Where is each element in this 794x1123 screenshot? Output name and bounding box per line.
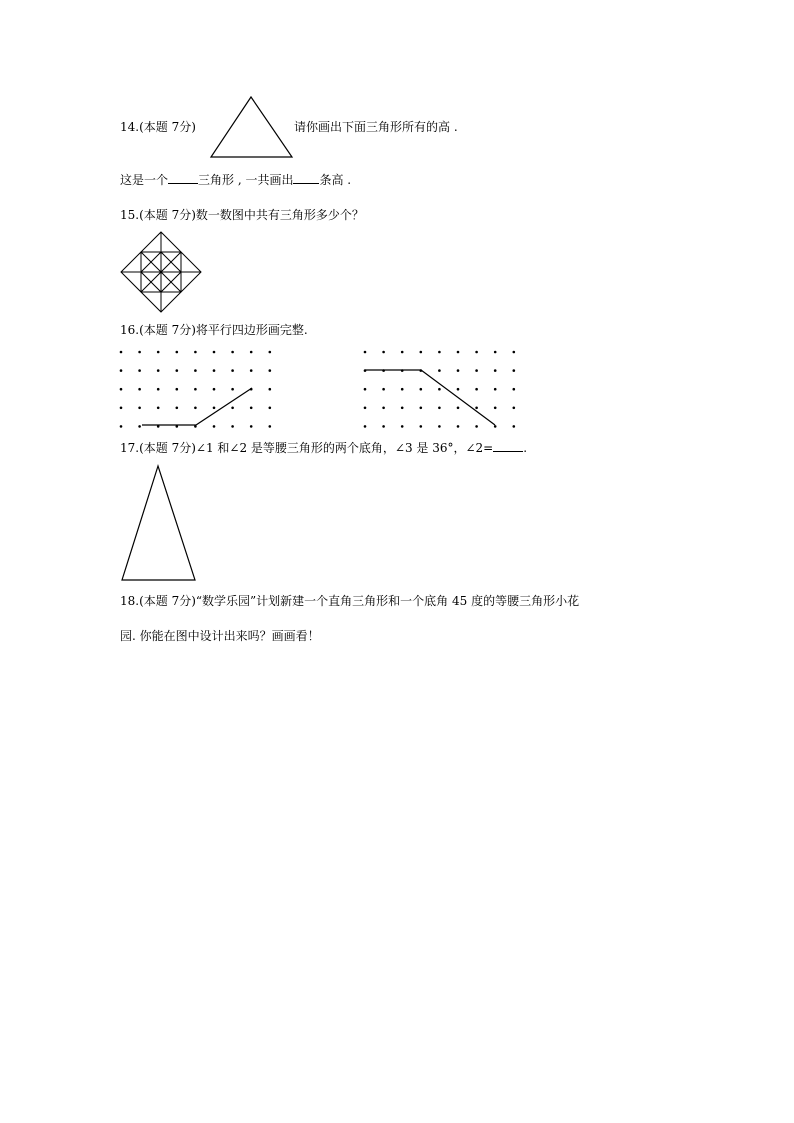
grid-dot bbox=[475, 425, 478, 428]
grid-dot bbox=[494, 425, 497, 428]
grid-dot bbox=[250, 407, 253, 410]
grid-dot bbox=[269, 351, 272, 354]
grid-dot bbox=[231, 351, 234, 354]
grid-dot bbox=[120, 388, 123, 391]
grid-dot bbox=[194, 351, 197, 354]
q14-fill-a: 这是一个 bbox=[120, 173, 169, 187]
grid-dot bbox=[513, 407, 516, 410]
grid-dot bbox=[438, 369, 441, 372]
grid-dot bbox=[475, 369, 478, 372]
grid-dot bbox=[120, 407, 123, 410]
grid-dot bbox=[494, 388, 497, 391]
grid-dot bbox=[213, 425, 216, 428]
grid-dot bbox=[269, 369, 272, 372]
grid-dot bbox=[438, 425, 441, 428]
grid-dot bbox=[138, 425, 141, 428]
grid-dot bbox=[494, 407, 497, 410]
grid-dot bbox=[382, 407, 385, 410]
q17-text-a: 17.(本题 7分)∠1 和∠2 是等腰三角形的两个底角，∠3 是 36°，∠2= bbox=[120, 441, 494, 455]
grid-dot bbox=[364, 388, 367, 391]
grid-dot bbox=[138, 351, 141, 354]
grid-dot bbox=[231, 425, 234, 428]
q18-line2: 园. 你能在图中设计出来吗？画画看！ bbox=[120, 629, 320, 643]
grid-dot bbox=[382, 369, 385, 372]
q17-answer-blank[interactable] bbox=[493, 440, 523, 452]
grid-dot bbox=[420, 351, 423, 354]
grid-dot bbox=[176, 407, 179, 410]
grid-dot bbox=[176, 388, 179, 391]
grid-dot bbox=[176, 369, 179, 372]
grid-dot bbox=[438, 388, 441, 391]
grid-dot bbox=[401, 407, 404, 410]
grid-dot bbox=[213, 369, 216, 372]
grid-dot bbox=[401, 351, 404, 354]
grid-dot bbox=[494, 351, 497, 354]
grid-dot bbox=[364, 425, 367, 428]
grid-dot bbox=[231, 369, 234, 372]
grid-dot bbox=[364, 351, 367, 354]
q17-text-b: . bbox=[523, 441, 528, 455]
grid-dot bbox=[157, 388, 160, 391]
grid-dot bbox=[420, 388, 423, 391]
grid-dot bbox=[213, 351, 216, 354]
q14-fill-c: 条高 . bbox=[319, 173, 352, 187]
grid-dot bbox=[401, 425, 404, 428]
grid-dot bbox=[457, 369, 460, 372]
grid-dot bbox=[138, 369, 141, 372]
grid-dot bbox=[420, 407, 423, 410]
grid-dot bbox=[269, 407, 272, 410]
right-dot-grid bbox=[364, 351, 515, 428]
grid-dot bbox=[157, 407, 160, 410]
grid-dot bbox=[420, 369, 423, 372]
grid-dot bbox=[269, 425, 272, 428]
grid-dot bbox=[250, 351, 253, 354]
q14-prefix: 14.(本题 7分) bbox=[120, 120, 196, 134]
grid-dot bbox=[231, 388, 234, 391]
grid-dot bbox=[364, 369, 367, 372]
grid-dot bbox=[475, 351, 478, 354]
q14-instruction: 请你画出下面三角形所有的高 . bbox=[294, 120, 458, 134]
grid-dot bbox=[513, 425, 516, 428]
grid-dot bbox=[438, 407, 441, 410]
grid-dot bbox=[157, 425, 160, 428]
left-dot-grid bbox=[120, 351, 271, 428]
grid-dot bbox=[401, 369, 404, 372]
grid-dot bbox=[457, 351, 460, 354]
grid-dot bbox=[250, 369, 253, 372]
grid-dot bbox=[513, 388, 516, 391]
grid-dot bbox=[213, 388, 216, 391]
grid-dot bbox=[457, 407, 460, 410]
grid-dot bbox=[138, 407, 141, 410]
grid-dot bbox=[382, 388, 385, 391]
grid-dot bbox=[513, 351, 516, 354]
grid-dot bbox=[194, 407, 197, 410]
grid-dot bbox=[382, 351, 385, 354]
q17-line bbox=[120, 440, 527, 455]
grid-dot bbox=[194, 369, 197, 372]
grid-dot bbox=[475, 407, 478, 410]
grid-dot bbox=[420, 425, 423, 428]
grid-dot bbox=[157, 369, 160, 372]
grid-dot bbox=[194, 425, 197, 428]
grid-dot bbox=[457, 388, 460, 391]
grid-dot bbox=[120, 369, 123, 372]
q14-blank-type[interactable] bbox=[168, 172, 198, 184]
grid-dot bbox=[157, 351, 160, 354]
grid-dot bbox=[513, 369, 516, 372]
left-partial-parallelogram bbox=[142, 388, 252, 425]
grid-dot bbox=[382, 425, 385, 428]
grid-dot bbox=[269, 388, 272, 391]
grid-dot bbox=[213, 407, 216, 410]
grid-dot bbox=[138, 388, 141, 391]
grid-dot bbox=[494, 369, 497, 372]
q16-text: 16.(本题 7分)将平行四边形画完整. bbox=[120, 323, 308, 337]
q15-text: 15.(本题 7分)数一数图中共有三角形多少个？ bbox=[120, 208, 364, 222]
grid-dot bbox=[250, 388, 253, 391]
grid-dot bbox=[194, 388, 197, 391]
q14-fill-line bbox=[120, 172, 351, 187]
grid-dot bbox=[475, 388, 478, 391]
grid-dot bbox=[250, 425, 253, 428]
grid-dot bbox=[176, 351, 179, 354]
grid-dot bbox=[176, 425, 179, 428]
q14-blank-count[interactable] bbox=[293, 172, 319, 184]
q18-line1: 18.(本题 7分)“数学乐园”计划新建一个直角三角形和一个底角 45 度的等腰三角形小花 bbox=[120, 594, 580, 608]
right-partial-parallelogram bbox=[365, 370, 495, 425]
grid-dot bbox=[364, 407, 367, 410]
grid-dot bbox=[438, 351, 441, 354]
grid-dot bbox=[120, 351, 123, 354]
grid-dot bbox=[231, 407, 234, 410]
grid-dot bbox=[401, 388, 404, 391]
q14-fill-b: 三角形 , 一共画出 bbox=[198, 173, 294, 187]
grid-dot bbox=[120, 425, 123, 428]
grid-dot bbox=[457, 425, 460, 428]
